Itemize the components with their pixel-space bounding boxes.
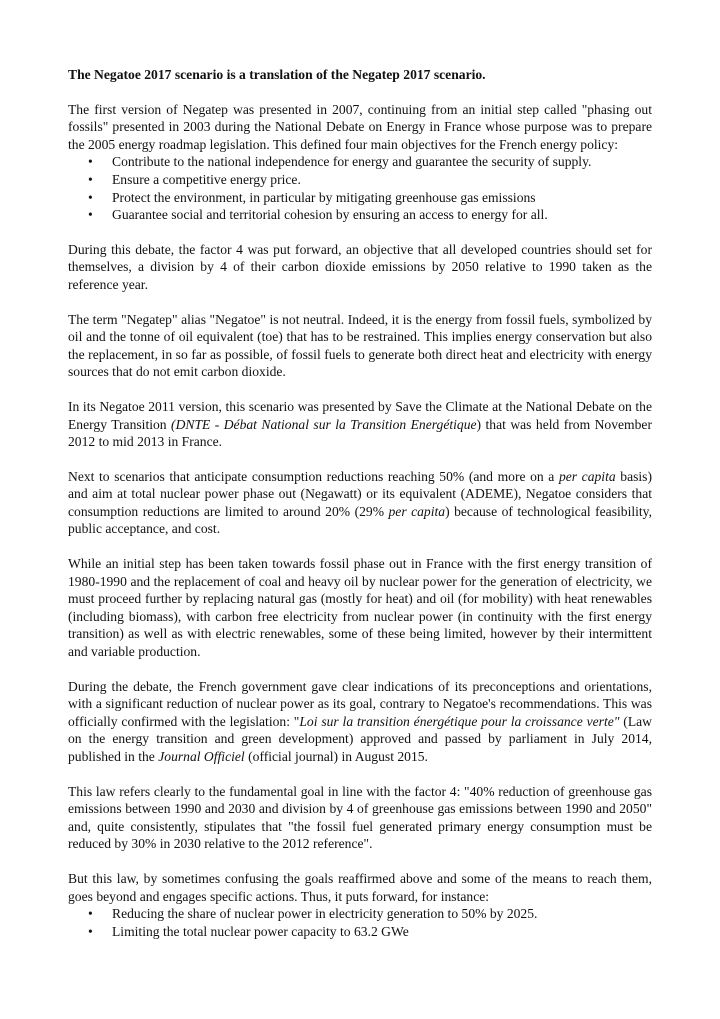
text-run: ) that was held from November 2012 to mid 2013 in France.: [68, 416, 652, 450]
text-run: (Law on the energy transition and green development) approved and passed by parliament in July 2014, published in the: [68, 713, 652, 764]
italic-run: (DNTE - Débat National sur la Transition Energétique: [171, 416, 477, 432]
italic-run: Loi sur la transition énergétique pour la croissance verte": [299, 713, 620, 729]
paragraph-law-actions: But this law, by sometimes confusing the goals reaffirmed above and some of the means to reach them, goes beyond and engages specific actions. Thus, it puts forward, for instance:: [68, 870, 652, 904]
text-run: ) because of technological feasibility, public acceptance, and cost.: [68, 503, 652, 537]
list-item: • Reducing the share of nuclear power in electricity generation to 50% by 2025.: [68, 905, 652, 923]
paragraph-fossil-phase-out: While an initial step has been taken towards fossil phase out in France with the first energy transition of 1980-1990 and the replacement of coal and heavy oil by nuclear power for the generation of electricity, we must proceed further by replacing natural gas (mostly for heat) and oil (for mobility) with heat renewables (including biomass), with carbon free electricity from nuclear power (in continuity with the first energy transition) as well as with electric renewables, some of these being limited, however by their intermittent and variable production.: [68, 556, 652, 660]
list-item: • Limiting the total nuclear power capacity to 63.2 GWe: [68, 923, 652, 941]
paragraph-negatoe-2011: [68, 398, 652, 451]
paragraph-term-negatep: The term "Negatep" alias "Negatoe" is not neutral. Indeed, it is the energy from fossil fuels, symbolized by oil and the tonne of oil equivalent (toe) that has to be restrained. This implies energy conservation but also the replacement, in so far as possible, of fossil fuels to generate both direct heat and electricity with energy sources that do not emit carbon dioxide.: [68, 311, 652, 380]
text-run: (official journal) in August 2015.: [244, 749, 428, 764]
paragraph-factor-4: During this debate, the factor 4 was put forward, an objective that all developed countries should set for themselves, a division by 4 of their carbon dioxide emissions by 2050 relative to 1990 taken as the reference year.: [68, 241, 652, 292]
objectives-list: [68, 153, 652, 223]
paragraph-intro: The first version of Negatep was presented in 2007, continuing from an initial step called "phasing out fossils" presented in 2003 during the National Debate on Energy in France whose purpose was to prepare the 2005 energy roadmap legislation. This defined four main objectives for the French energy policy:: [68, 101, 652, 152]
actions-list: [68, 905, 652, 940]
list-item: • Ensure a competitive energy price.: [68, 171, 652, 189]
list-item: • Protect the environment, in particular by mitigating greenhouse gas emissions: [68, 189, 652, 207]
paragraph-consumption-reductions: [68, 468, 652, 538]
italic-run: Journal Officiel: [158, 749, 245, 764]
italic-run: per capita: [558, 468, 616, 484]
text-run: In its Negatoe 2011 version, this scenario was presented by Save the Climate at the National Debate on the Energy Transition: [68, 398, 652, 432]
paragraph-government-legislation: [68, 678, 652, 766]
italic-run: per capita: [388, 503, 446, 519]
text-run: basis) and aim at total nuclear power phase out (Negawatt) or its equivalent (ADEME), Negatoe considers that consumption reductions are limited to around 20% (29%: [68, 468, 652, 519]
text-run: Next to scenarios that anticipate consumption reductions reaching 50% (and more on a: [68, 468, 559, 484]
list-item: • Guarantee social and territorial cohesion by ensuring an access to energy for all.: [68, 206, 652, 224]
text-run: During the debate, the French government gave clear indications of its preconceptions and orientations, with a significant reduction of nuclear power as its goal, contrary to Negatoe's recommendations. This was officially confirmed with the legislation: ": [68, 678, 652, 729]
document-title: The Negatoe 2017 scenario is a translation of the Negatep 2017 scenario.: [68, 67, 486, 82]
paragraph-law-goals: This law refers clearly to the fundamental goal in line with the factor 4: "40% reduction of greenhouse gas emissions between 1990 and 2030 and division by 4 of greenhouse gas emissions between 1990 and 2050" and, quite consistently, stipulates that "the fossil fuel generated primary energy consumption must be reduced by 30% in 2030 relative to the 2012 reference".: [68, 783, 652, 852]
list-item: • Contribute to the national independence for energy and guarantee the security of supply.: [68, 153, 652, 171]
